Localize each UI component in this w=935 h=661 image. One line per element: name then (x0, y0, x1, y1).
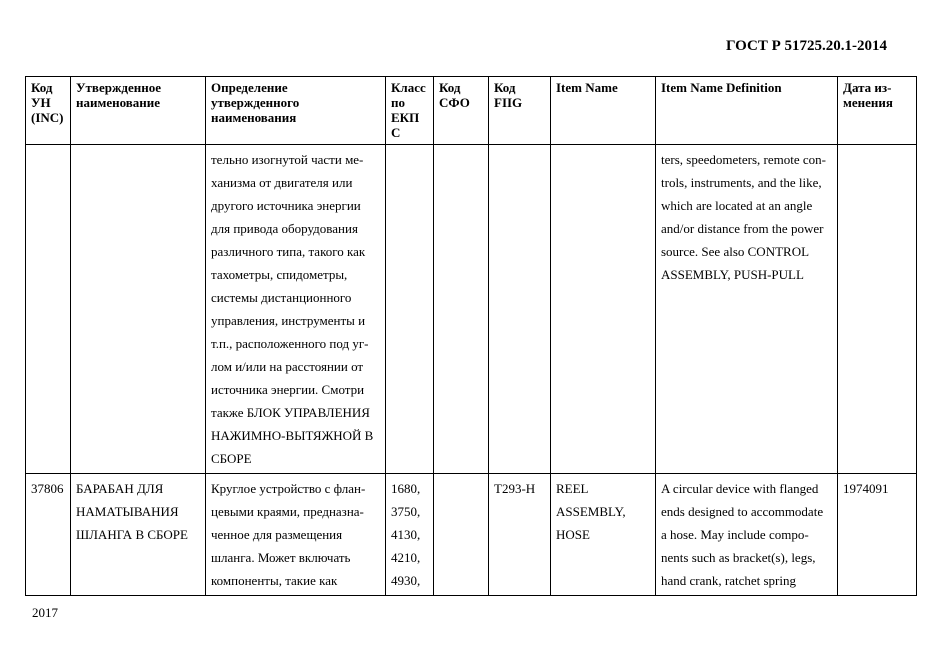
row1-fiig (489, 145, 551, 474)
row2-fiig: T293-H (489, 474, 551, 596)
col-header-item-definition: Item Name Definition (656, 77, 838, 145)
row2-sfo (434, 474, 489, 596)
col-header-definition: Определение утвержденного наименования (206, 77, 386, 145)
row1-name (71, 145, 206, 474)
row2-inc: 37806 (26, 474, 71, 596)
col-header-inc: Код УН (INC) (26, 77, 71, 145)
col-header-sfo: Код СФО (434, 77, 489, 145)
row2-item-name: REEL ASSEMBLY, HOSE (551, 474, 656, 596)
row2-class: 1680, 3750, 4130, 4210, 4930, (386, 474, 434, 596)
row1-date (838, 145, 917, 474)
row2-date: 1974091 (838, 474, 917, 596)
row2-name: БАРАБАН ДЛЯ НАМАТЫВАНИЯ ШЛАНГА В СБОРЕ (71, 474, 206, 596)
col-header-name: Утвержденное наименование (71, 77, 206, 145)
table-row (26, 145, 917, 474)
row1-inc (26, 145, 71, 474)
col-header-date: Дата из- менения (838, 77, 917, 145)
row1-item-name (551, 145, 656, 474)
col-header-class: Класс по ЕКП С (386, 77, 434, 145)
table-row (26, 474, 917, 596)
row1-sfo (434, 145, 489, 474)
table-header-row (26, 77, 917, 145)
col-header-item-name: Item Name (551, 77, 656, 145)
standard-header: ГОСТ Р 51725.20.1-2014 (725, 38, 887, 54)
page-number: 2017 (32, 605, 58, 620)
row1-class (386, 145, 434, 474)
row1-definition-en: ters, speedometers, remote con- trols, instruments, and the like, which are located at an angle and/or distance from the power source. See also CONTROL ASSEMBLY, PUSH-PULL (656, 145, 838, 474)
row1-definition-ru: тельно изогнутой части ме- ханизма от двигателя или другого источника энергии для привода оборудования различного типа, такого как тахометры, спидометры, системы дистанционного управления, инструменты и т.п., расположенного под уг- лом и/или на расстоянии от источника энергии. Смотри также БЛОК УПРАВЛЕНИЯ НАЖИМНО-ВЫТЯЖНОЙ В СБОРЕ (206, 145, 386, 474)
row2-definition-ru: Круглое устройство с флан- цевыми краями, предназна- ченное для размещения шланга. Может включать компоненты, такие как (206, 474, 386, 596)
row2-definition-en: A circular device with flanged ends designed to accommodate a hose. May include compo- nents such as bracket(s), legs, hand crank, ratchet spring (656, 474, 838, 596)
classification-table (25, 76, 917, 596)
col-header-fiig: Код FIIG (489, 77, 551, 145)
